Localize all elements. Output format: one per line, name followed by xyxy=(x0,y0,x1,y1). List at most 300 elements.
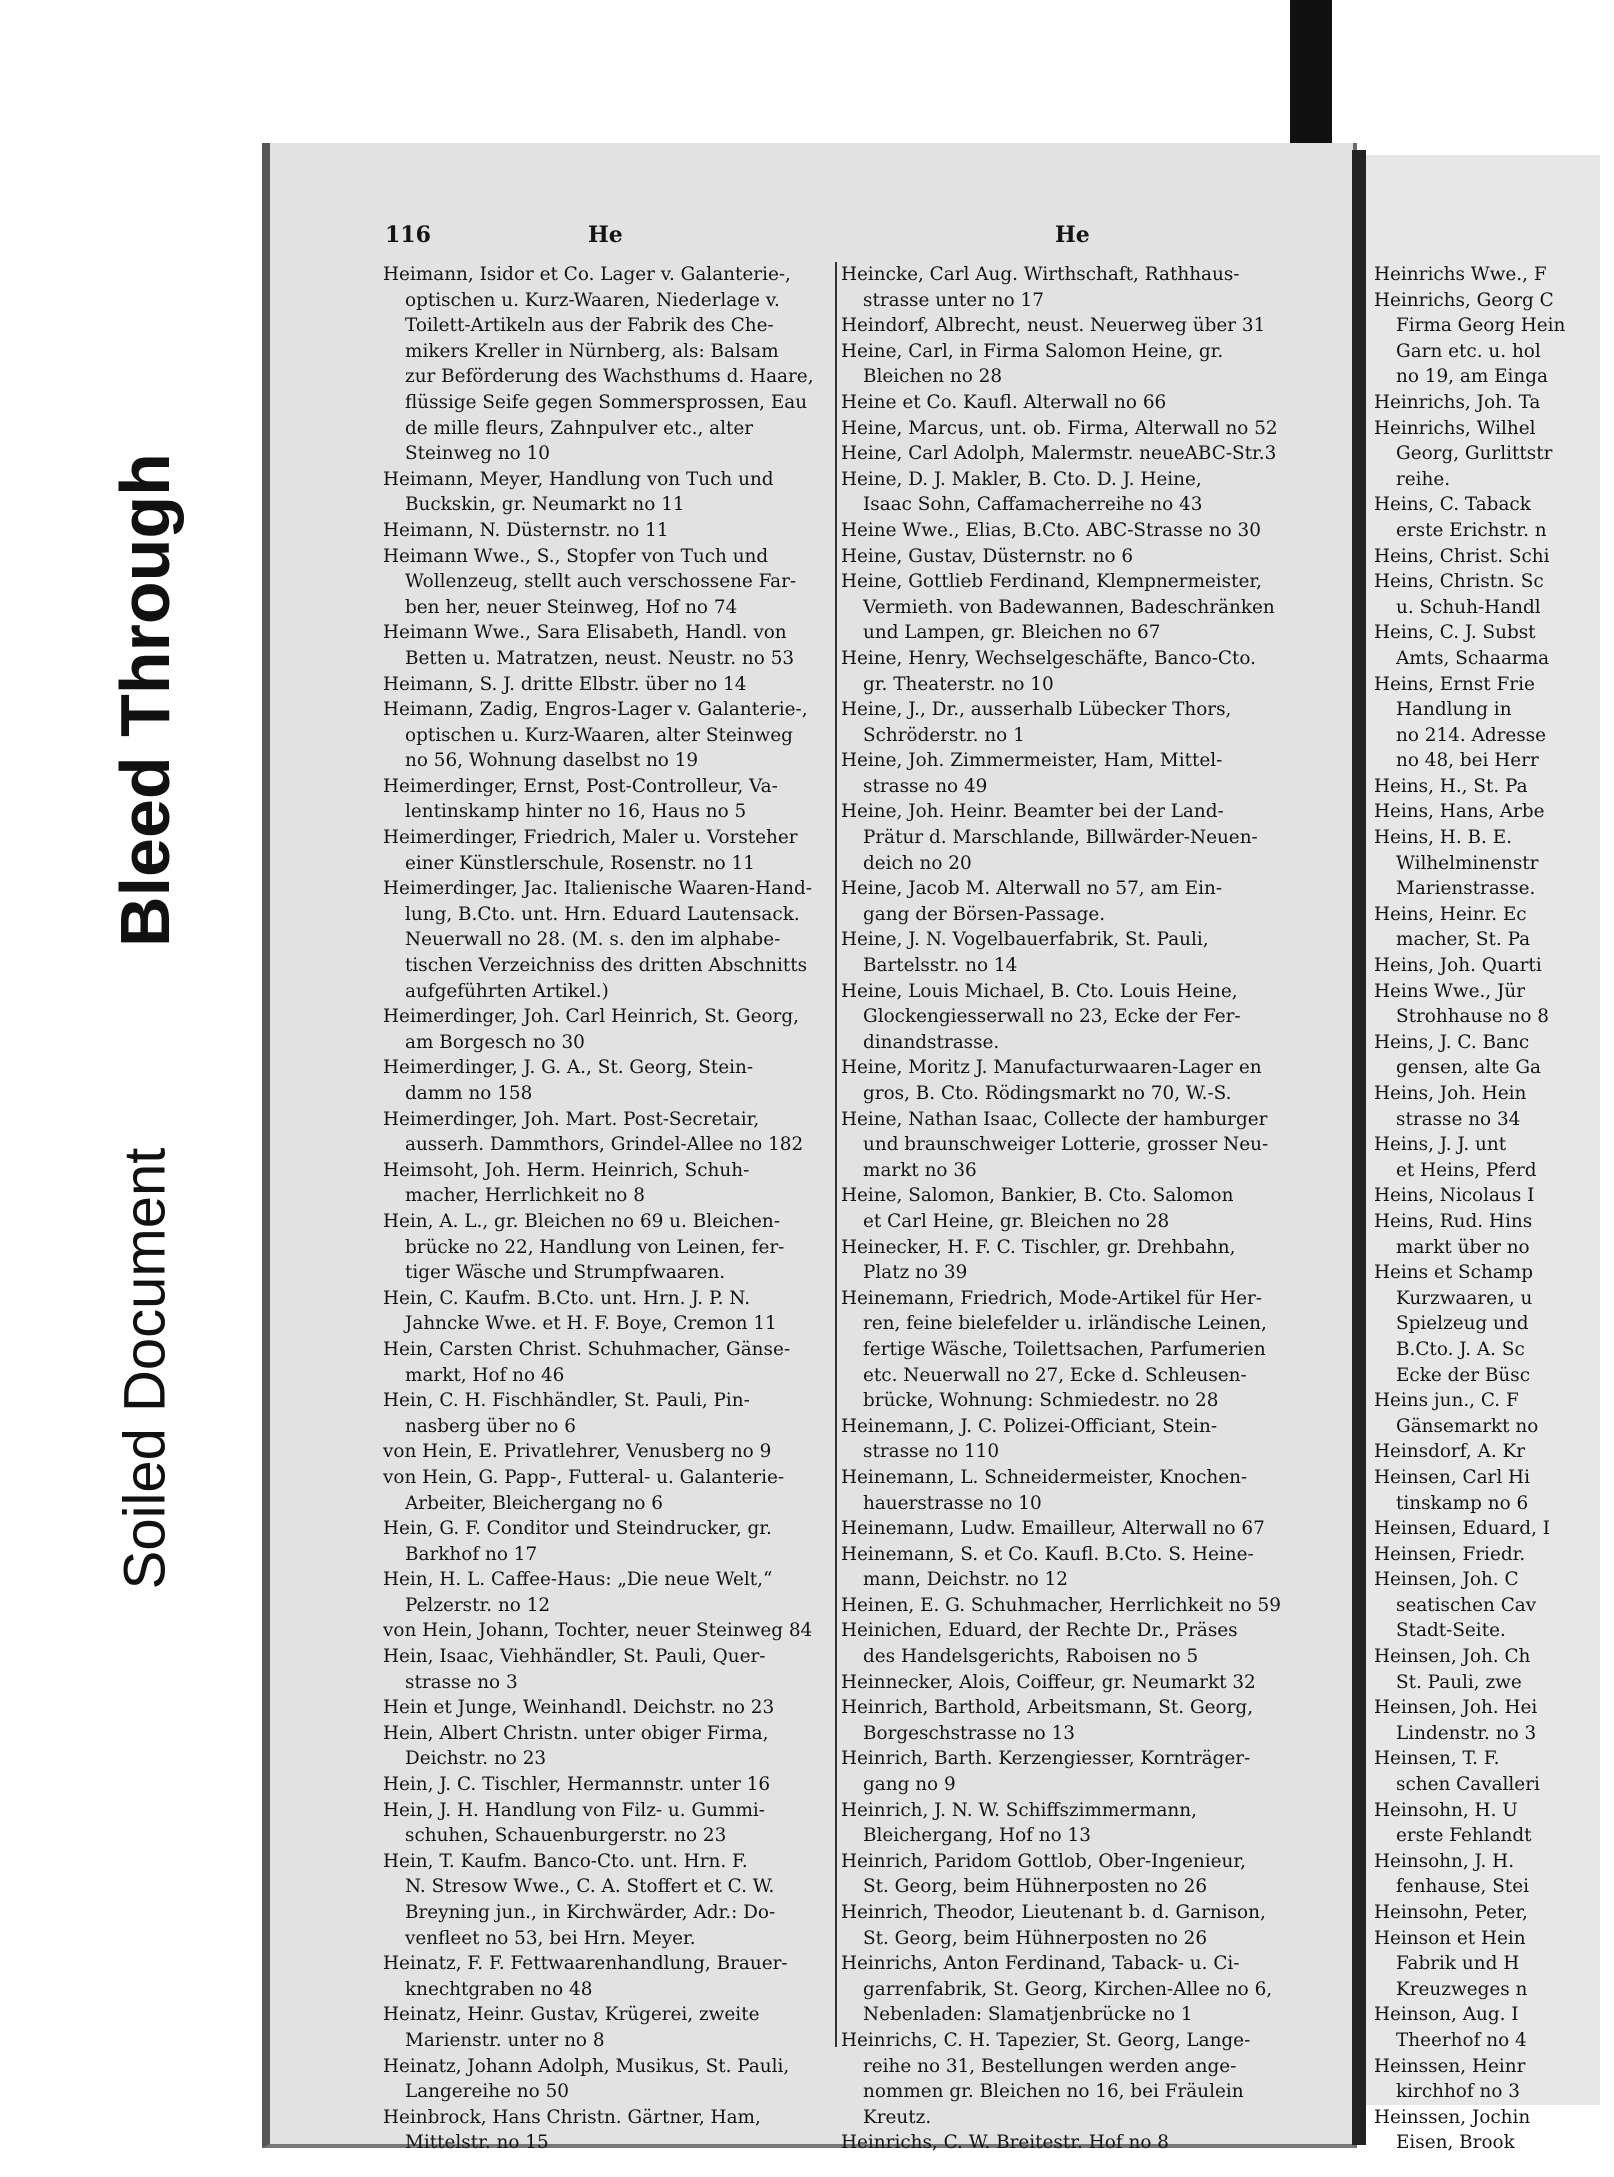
entry-line: markt, Hof no 46 xyxy=(405,1364,565,1386)
entry-line: Neuerwall no 28. (M. s. den im alphabe- xyxy=(405,929,781,951)
entry-line: strasse unter no 17 xyxy=(863,289,1044,311)
entry-line: einer Künstlerschule, Rosenstr. no 11 xyxy=(405,852,755,874)
entry-line: Heimann Wwe., S., Stopfer von Tuch und xyxy=(383,545,769,567)
entry-line: am Borgesch no 30 xyxy=(405,1031,585,1053)
entry-line: Heinrichs, Georg C xyxy=(1374,289,1554,311)
entry-line: no 56, Wohnung daselbst no 19 xyxy=(405,750,699,772)
directory-entry xyxy=(841,544,1297,570)
entry-line: erste Fehlandt xyxy=(1396,1825,1532,1847)
bleed-through-text: Bleed Through xyxy=(106,453,184,947)
entry-line: ren, feine bielefelder u. irländische Leinen, xyxy=(863,1313,1267,1335)
entry-line: Nebenladen: Slamatjenbrücke no 1 xyxy=(863,2004,1193,2026)
entry-line: gros, B. Cto. Rödingsmarkt no 70, W.-S. xyxy=(863,1083,1232,1104)
entry-line: Bartelsstr. no 14 xyxy=(863,955,1018,977)
entry-line: Heinsen, T. F. xyxy=(1374,1748,1500,1770)
entry-line: Heinssen, Heinr xyxy=(1374,2055,1526,2077)
directory-entry xyxy=(841,876,1297,927)
entry-line: Heine, Henry, Wechselgeschäfte, Banco-Cto. xyxy=(841,647,1256,669)
entry-line: Handlung in xyxy=(1396,699,1512,721)
entry-line: Heimann, Meyer, Handlung von Tuch und xyxy=(383,468,774,490)
entry-line: erste Erichstr. n xyxy=(1396,519,1547,541)
entry-line: Hein, Albert Christn. unter obiger Firma, xyxy=(383,1722,769,1744)
entry-line: Theerhof no 4 xyxy=(1396,2029,1527,2051)
directory-entry xyxy=(841,1542,1297,1593)
entry-line: Heins, Hans, Arbe xyxy=(1374,801,1545,823)
page-gutter xyxy=(1352,150,1366,2145)
directory-entry xyxy=(1374,620,1614,671)
entry-line: reihe no 31, Bestellungen werden ange- xyxy=(863,2055,1237,2077)
directory-entry xyxy=(1374,1746,1614,1797)
directory-entry xyxy=(1374,1465,1614,1516)
directory-entry xyxy=(841,646,1297,697)
entry-line: Heinrichs, C. W. Breitestr. Hof no 8 xyxy=(841,2132,1169,2154)
entry-line: Heine, J. N. Vogelbauerfabrik, St. Pauli, xyxy=(841,929,1209,951)
column-left xyxy=(383,262,835,2156)
entry-line: seatischen Cav xyxy=(1396,1594,1537,1616)
entry-line: no 214. Adresse xyxy=(1396,724,1547,746)
directory-entry xyxy=(383,2054,835,2105)
entry-line: Strohhause no 8 xyxy=(1396,1006,1549,1028)
directory-entry xyxy=(1374,1849,1614,1900)
directory-entry xyxy=(383,1209,835,1286)
entry-line: gang no 9 xyxy=(863,1774,956,1796)
entry-line: et Heins, Pferd xyxy=(1396,1159,1537,1181)
entry-line: Heine, Moritz J. Manufacturwaaren-Lager en xyxy=(841,1057,1262,1079)
entry-line: Heine, Joh. Zimmermeister, Ham, Mittel- xyxy=(841,750,1223,772)
entry-line: fertige Wäsche, Toilettsachen, Parfumerien xyxy=(863,1338,1266,1360)
entry-line: Heinrich, Paridom Gottlob, Ober-Ingenieur, xyxy=(841,1850,1247,1872)
directory-entry xyxy=(383,825,835,876)
bleed-through-label xyxy=(70,395,220,1005)
entry-line: Heins Wwe., Jür xyxy=(1374,980,1526,1002)
next-page-edge xyxy=(1366,155,1600,2154)
entry-line: Marienstrasse. xyxy=(1396,878,1536,900)
directory-entry xyxy=(1374,799,1614,825)
directory-entry xyxy=(383,1004,835,1055)
entry-line: zur Beförderung des Wachsthums d. Haare, xyxy=(405,366,814,388)
directory-entry xyxy=(841,927,1297,978)
entry-line: lung, B.Cto. unt. Hrn. Eduard Lautensack. xyxy=(405,903,800,925)
entry-line: Breyning jun., in Kirchwärder, Adr.: Do- xyxy=(405,1902,776,1923)
entry-line: Wilhelminenstr xyxy=(1396,852,1539,874)
directory-entry xyxy=(841,262,1297,313)
entry-line: Heinichen, Eduard, der Rechte Dr., Präses xyxy=(841,1620,1238,1642)
entry-line: ben her, neuer Steinweg, Hof no 74 xyxy=(405,596,738,618)
directory-entry xyxy=(1374,569,1614,620)
entry-line: gr. Theaterstr. no 10 xyxy=(863,673,1054,695)
directory-entry xyxy=(1374,1926,1614,2003)
directory-entry xyxy=(1374,416,1614,493)
directory-entry xyxy=(841,799,1297,876)
entry-line: Heine, J., Dr., ausserhalb Lübecker Thors, xyxy=(841,699,1232,721)
entry-line: Hein, G. F. Conditor und Steindrucker, gr. xyxy=(383,1518,772,1540)
directory-entry xyxy=(383,1388,835,1439)
entry-line: Heinrichs, Joh. Ta xyxy=(1374,391,1541,413)
directory-entry xyxy=(841,1593,1297,1619)
entry-line: Heins, Nicolaus I xyxy=(1374,1185,1535,1207)
directory-entry xyxy=(383,1567,835,1618)
entry-line: Deichstr. no 23 xyxy=(405,1748,547,1770)
entry-line: St. Georg, beim Hühnerposten no 26 xyxy=(863,1927,1208,1949)
directory-entry xyxy=(383,2105,835,2156)
entry-line: Spielzeug und xyxy=(1396,1313,1529,1335)
directory-entry xyxy=(841,2028,1297,2130)
directory-entry xyxy=(1374,1798,1614,1849)
entry-line: Heine, Salomon, Bankier, B. Cto. Salomon xyxy=(841,1185,1234,1207)
entry-line: Heins, H., St. Pa xyxy=(1374,775,1528,797)
entry-line: hauerstrasse no 10 xyxy=(863,1492,1042,1514)
directory-entry xyxy=(1374,262,1614,288)
entry-line: lentinskamp hinter no 16, Haus no 5 xyxy=(405,801,747,823)
directory-entry xyxy=(1374,672,1614,774)
directory-entry xyxy=(1374,2002,1614,2053)
entry-line: schen Cavalleri xyxy=(1396,1774,1540,1796)
directory-entry xyxy=(1374,2105,1614,2156)
directory-entry xyxy=(383,1644,835,1695)
entry-line: von Hein, G. Papp-, Futteral- u. Galanterie- xyxy=(383,1466,785,1488)
entry-line: Jahncke Wwe. et H. F. Boye, Cremon 11 xyxy=(405,1313,777,1335)
entry-line: markt no 36 xyxy=(863,1159,977,1181)
entry-line: Firma Georg Hein xyxy=(1396,315,1566,337)
entry-line: Heine, Marcus, unt. ob. Firma, Alterwall no 52 xyxy=(841,417,1278,439)
entry-line: Heinemann, J. C. Polizei-Officiant, Stein- xyxy=(841,1415,1218,1437)
entry-line: nasberg über no 6 xyxy=(405,1415,576,1437)
directory-entry xyxy=(841,697,1297,748)
entry-line: Heinrich, Theodor, Lieutenant b. d. Garnison, xyxy=(841,1902,1266,1923)
directory-entry xyxy=(383,544,835,621)
directory-entry xyxy=(841,569,1297,646)
entry-line: markt über no xyxy=(1396,1236,1530,1258)
directory-entry xyxy=(841,313,1297,339)
entry-line: von Hein, E. Privatlehrer, Venusberg no 9 xyxy=(383,1441,772,1463)
entry-line: Heinemann, Friedrich, Mode-Artikel für Her- xyxy=(841,1287,1263,1309)
entry-line: Heine, Carl Adolph, Malermstr. neueABC-Str.3 xyxy=(841,443,1277,465)
directory-entry xyxy=(383,1951,835,2002)
entry-line: Stadt-Seite. xyxy=(1396,1620,1506,1642)
entry-line: Heimerdinger, Ernst, Post-Controlleur, Va- xyxy=(383,775,778,797)
directory-entry xyxy=(1374,774,1614,800)
column-middle xyxy=(841,262,1297,2156)
entry-line: Heins, Heinr. Ec xyxy=(1374,903,1527,925)
entry-line: Betten u. Matratzen, neust. Neustr. no 53 xyxy=(405,647,795,669)
directory-entry xyxy=(1374,2054,1614,2105)
entry-line: Hein, Carsten Christ. Schuhmacher, Gänse- xyxy=(383,1338,791,1360)
entry-line: Hein, T. Kaufm. Banco-Cto. unt. Hrn. F. xyxy=(383,1850,748,1872)
entry-line: Marienstr. unter no 8 xyxy=(405,2029,605,2051)
entry-line: Heins, Ernst Frie xyxy=(1374,673,1535,695)
entry-line: kirchhof no 3 xyxy=(1396,2081,1520,2103)
directory-entry xyxy=(1374,1542,1614,1568)
entry-line: Heinrich, Barth. Kerzengiesser, Kornträger- xyxy=(841,1748,1251,1770)
directory-entry xyxy=(1374,1183,1614,1209)
entry-line: Heins, Rud. Hins xyxy=(1374,1210,1533,1232)
entry-line: Heinsohn, J. H. xyxy=(1374,1850,1515,1872)
directory-entry xyxy=(841,1465,1297,1516)
entry-line: Schröderstr. no 1 xyxy=(863,724,1025,746)
entry-line: Isaac Sohn, Caffamacherreihe no 43 xyxy=(863,494,1203,516)
entry-line: et Carl Heine, gr. Bleichen no 28 xyxy=(863,1210,1170,1232)
entry-line: Hein, C. H. Fischhändler, St. Pauli, Pin- xyxy=(383,1390,750,1412)
entry-line: no 19, am Einga xyxy=(1396,366,1548,388)
entry-line: Kurzwaaren, u xyxy=(1396,1287,1533,1309)
entry-line: Heins, Christn. Sc xyxy=(1374,571,1544,593)
entry-line: Heimerdinger, Jac. Italienische Waaren-Hand- xyxy=(383,878,812,900)
directory-entry xyxy=(383,1618,835,1644)
entry-line: u. Schuh-Handl xyxy=(1396,596,1541,618)
directory-entry xyxy=(841,390,1297,416)
directory-entry xyxy=(383,697,835,774)
entry-line: ausserh. Dammthors, Grindel-Allee no 182 xyxy=(405,1134,804,1156)
directory-entry xyxy=(841,1900,1297,1951)
directory-entry xyxy=(383,1158,835,1209)
directory-entry xyxy=(383,1286,835,1337)
entry-line: Heinemann, L. Schneidermeister, Knochen- xyxy=(841,1466,1248,1488)
directory-entry xyxy=(383,672,835,698)
entry-line: Heine Wwe., Elias, B.Cto. ABC-Strasse no 30 xyxy=(841,519,1261,541)
directory-entry xyxy=(841,1107,1297,1184)
running-header-left: He xyxy=(588,222,623,248)
soiled-document-text: Soiled Document xyxy=(112,1147,178,1589)
entry-line: Heimerdinger, Friedrich, Maler u. Vorsteher xyxy=(383,827,798,849)
entry-line: Steinweg no 10 xyxy=(405,443,551,465)
entry-line: Hein, A. L., gr. Bleichen no 69 u. Bleichen- xyxy=(383,1210,780,1232)
entry-line: Arbeiter, Bleichergang no 6 xyxy=(405,1492,663,1514)
directory-entry xyxy=(841,339,1297,390)
entry-line: Heine, Gottlieb Ferdinand, Klempnermeister, xyxy=(841,571,1262,593)
entry-line: optischen u. Kurz-Waaren, alter Steinweg xyxy=(405,724,793,746)
entry-line: Heinsdorf, A. Kr xyxy=(1374,1441,1526,1463)
directory-entry xyxy=(841,1618,1297,1669)
entry-line: deich no 20 xyxy=(863,852,972,874)
page-number: 116 xyxy=(385,222,431,248)
entry-line: Heinssen, Jochin xyxy=(1374,2106,1531,2128)
entry-line: Heinsen, Carl Hi xyxy=(1374,1466,1530,1488)
entry-line: strasse no 110 xyxy=(863,1441,1000,1463)
entry-line: Heine, Louis Michael, B. Cto. Louis Heine, xyxy=(841,980,1238,1002)
directory-entry xyxy=(1374,902,1614,953)
entry-line: Glockengiesserwall no 23, Ecke der Fer- xyxy=(863,1006,1241,1028)
entry-line: Heinrichs Wwe., F xyxy=(1374,264,1547,285)
entry-line: Heinrichs, Wilhel xyxy=(1374,417,1536,439)
directory-entry xyxy=(1374,492,1614,543)
entry-line: Buckskin, gr. Neumarkt no 11 xyxy=(405,494,685,516)
entry-line: Heinatz, Johann Adolph, Musikus, St. Pauli, xyxy=(383,2055,790,2077)
directory-entry xyxy=(1374,1081,1614,1132)
entry-line: etc. Neuerwall no 27, Ecke d. Schleusen- xyxy=(863,1364,1247,1386)
column-right xyxy=(1374,262,1614,2156)
entry-line: Garn etc. u. hol xyxy=(1396,340,1541,362)
entry-line: Pelzerstr. no 12 xyxy=(405,1594,551,1616)
entry-line: Heindorf, Albrecht, neust. Neuerweg über 31 xyxy=(841,315,1266,337)
directory-entry xyxy=(841,1286,1297,1414)
directory-entry xyxy=(841,1235,1297,1286)
entry-line: Heinsen, Joh. C xyxy=(1374,1569,1519,1591)
directory-entry xyxy=(841,441,1297,467)
entry-line: macher, St. Pa xyxy=(1396,929,1531,951)
entry-line: mikers Kreller in Nürnberg, als: Balsam xyxy=(405,340,779,362)
entry-line: Toilett-Artikeln aus der Fabrik des Che- xyxy=(405,315,774,337)
entry-line: und braunschweiger Lotterie, grosser Neu- xyxy=(863,1134,1269,1156)
entry-line: Heins, C. J. Subst xyxy=(1374,622,1536,644)
entry-line: Heins, C. Taback xyxy=(1374,494,1531,516)
directory-entry xyxy=(841,518,1297,544)
directory-entry xyxy=(383,262,835,467)
entry-line: mann, Deichstr. no 12 xyxy=(863,1569,1068,1591)
entry-line: und Lampen, gr. Bleichen no 67 xyxy=(863,622,1161,644)
entry-line: Hein, H. L. Caffee-Haus: „Die neue Welt,“ xyxy=(383,1569,773,1591)
directory-entry xyxy=(841,1055,1297,1106)
entry-line: knechtgraben no 48 xyxy=(405,1978,593,2000)
directory-entry xyxy=(383,1337,835,1388)
entry-line: Heinsen, Eduard, I xyxy=(1374,1518,1551,1540)
entry-line: Heinson, Aug. I xyxy=(1374,2004,1519,2026)
entry-line: Heinrich, Barthold, Arbeitsmann, St. Georg, xyxy=(841,1697,1254,1719)
entry-line: Heinnecker, Alois, Coiffeur, gr. Neumarkt 32 xyxy=(841,1671,1256,1693)
entry-line: Hein, J. C. Tischler, Hermannstr. unter 16 xyxy=(383,1774,771,1796)
entry-line: Heine, D. J. Makler, B. Cto. D. J. Heine, xyxy=(841,468,1202,490)
entry-line: Gänsemarkt no xyxy=(1396,1415,1539,1437)
directory-entry xyxy=(383,1798,835,1849)
entry-line: Heinrichs, Anton Ferdinand, Taback- u. Ci- xyxy=(841,1953,1240,1975)
entry-line: Heinatz, F. F. Fettwaarenhandlung, Brauer- xyxy=(383,1953,788,1975)
entry-line: flüssige Seife gegen Sommersprossen, Eau xyxy=(405,391,808,413)
entry-line: Heine, Carl, in Firma Salomon Heine, gr. xyxy=(841,340,1224,362)
directory-entry xyxy=(1374,1900,1614,1926)
running-header-right: He xyxy=(1055,222,1090,248)
entry-line: Heinemann, S. et Co. Kaufl. B.Cto. S. Heine- xyxy=(841,1543,1254,1565)
entry-line: Heimann, Isidor et Co. Lager v. Galanterie-, xyxy=(383,264,791,285)
directory-entry xyxy=(383,1516,835,1567)
directory-entry xyxy=(1374,1260,1614,1388)
entry-line: venfleet no 53, bei Hrn. Meyer. xyxy=(405,1927,696,1949)
directory-entry xyxy=(1374,979,1614,1030)
entry-line: no 48, bei Herr xyxy=(1396,750,1539,772)
entry-line: Heins, Joh. Hein xyxy=(1374,1083,1527,1104)
entry-line: Heins, H. B. E. xyxy=(1374,827,1512,849)
entry-line: Heine et Co. Kaufl. Alterwall no 66 xyxy=(841,391,1167,413)
soiled-document-label xyxy=(70,1072,220,1664)
directory-entry xyxy=(1374,1388,1614,1439)
entry-line: Borgeschstrasse no 13 xyxy=(863,1722,1075,1744)
entry-line: Heins, Joh. Quarti xyxy=(1374,955,1542,977)
entry-line: Heincke, Carl Aug. Wirthschaft, Rathhaus- xyxy=(841,264,1240,285)
entry-line: Heinrichs, C. H. Tapezier, St. Georg, Lange- xyxy=(841,2029,1251,2051)
entry-line: garrenfabrik, St. Georg, Kirchen-Allee no 6, xyxy=(863,1978,1273,2000)
directory-entry xyxy=(1374,953,1614,979)
entry-line: optischen u. Kurz-Waaren, Niederlage v. xyxy=(405,289,780,311)
directory-entry xyxy=(1374,1644,1614,1695)
entry-line: Lindenstr. no 3 xyxy=(1396,1722,1537,1744)
entry-line: Hein, J. H. Handlung von Filz- u. Gummi- xyxy=(383,1799,765,1821)
entry-line: Heimann, S. J. dritte Elbstr. über no 14 xyxy=(383,673,747,695)
entry-line: strasse no 3 xyxy=(405,1671,518,1693)
entry-line: Hein, C. Kaufm. B.Cto. unt. Hrn. J. P. N. xyxy=(383,1287,751,1309)
entry-line: Heinrich, J. N. W. Schiffszimmermann, xyxy=(841,1799,1197,1821)
entry-line: dinandstrasse. xyxy=(863,1031,1000,1053)
entry-line: gang der Börsen-Passage. xyxy=(863,903,1106,925)
entry-line: Bleichergang, Hof no 13 xyxy=(863,1825,1091,1847)
entry-line: Heins, J. C. Banc xyxy=(1374,1031,1530,1053)
directory-entry xyxy=(383,1772,835,1798)
directory-entry xyxy=(841,2130,1297,2156)
binding-strip xyxy=(1290,0,1332,148)
entry-line: Heimann, Zadig, Engros-Lager v. Galanterie-, xyxy=(383,699,808,721)
directory-entry xyxy=(841,1695,1297,1746)
entry-line: Langereihe no 50 xyxy=(405,2081,569,2103)
directory-entry xyxy=(1374,825,1614,902)
entry-line: Platz no 39 xyxy=(863,1262,968,1284)
directory-entry xyxy=(383,467,835,518)
directory-entry xyxy=(1374,1209,1614,1260)
directory-entry xyxy=(383,1055,835,1106)
directory-entry xyxy=(841,467,1297,518)
directory-entry xyxy=(383,774,835,825)
entry-line: Wollenzeug, stellt auch verschossene Far- xyxy=(405,571,797,593)
entry-line: Heine, Jacob M. Alterwall no 57, am Ein- xyxy=(841,878,1223,900)
entry-line: Bleichen no 28 xyxy=(863,366,1003,388)
entry-line: Heimerdinger, Joh. Mart. Post-Secretair, xyxy=(383,1108,760,1130)
entry-line: gensen, alte Ga xyxy=(1396,1057,1541,1079)
entry-line: Heinecker, H. F. C. Tischler, gr. Drehbahn, xyxy=(841,1236,1236,1258)
entry-line: Heinsen, Joh. Hei xyxy=(1374,1697,1538,1719)
entry-line: strasse no 34 xyxy=(1396,1108,1521,1130)
entry-line: macher, Herrlichkeit no 8 xyxy=(405,1185,645,1207)
directory-entry xyxy=(841,979,1297,1056)
entry-line: brücke no 22, Handlung von Leinen, fer- xyxy=(405,1236,785,1258)
entry-line: Heine, Gustav, Düsternstr. no 6 xyxy=(841,545,1134,567)
entry-line: Vermieth. von Badewannen, Badeschränken xyxy=(863,596,1275,618)
entry-line: damm no 158 xyxy=(405,1083,533,1104)
entry-line: tischen Verzeichniss des dritten Abschnitts xyxy=(405,955,808,977)
directory-entry xyxy=(1374,1132,1614,1183)
entry-line: Heimsoht, Joh. Herm. Heinrich, Schuh- xyxy=(383,1159,750,1181)
directory-entry xyxy=(841,1746,1297,1797)
entry-line: St. Georg, beim Hühnerposten no 26 xyxy=(863,1876,1208,1898)
entry-line: Ecke der Büsc xyxy=(1396,1364,1530,1386)
entry-line: Prätur d. Marschlande, Billwärder-Neuen- xyxy=(863,827,1258,849)
entry-line: Heins jun., C. F xyxy=(1374,1390,1519,1412)
directory-entry xyxy=(1374,1695,1614,1746)
entry-line: Heinsohn, H. U xyxy=(1374,1799,1518,1821)
entry-line: Heinsen, Joh. Ch xyxy=(1374,1646,1531,1668)
entry-line: Heinbrock, Hans Christn. Gärtner, Ham, xyxy=(383,2106,761,2128)
entry-line: Hein, Isaac, Viehhändler, St. Pauli, Quer- xyxy=(383,1646,766,1668)
entry-line: Heinsen, Friedr. xyxy=(1374,1543,1526,1565)
directory-entry xyxy=(841,1849,1297,1900)
entry-line: tiger Wäsche und Strumpfwaaren. xyxy=(405,1262,726,1284)
directory-entry xyxy=(841,1414,1297,1465)
entry-line: von Hein, Johann, Tochter, neuer Steinweg 84 xyxy=(383,1620,813,1642)
entry-line: Heinemann, Ludw. Emailleur, Alterwall no 67 xyxy=(841,1518,1265,1540)
column-divider xyxy=(835,262,837,2047)
directory-entry xyxy=(1374,544,1614,570)
entry-line: Eisen, Brook xyxy=(1396,2132,1515,2154)
entry-line: des Handelsgerichts, Raboisen no 5 xyxy=(863,1646,1199,1668)
directory-entry xyxy=(383,2002,835,2053)
directory-entry xyxy=(1374,1030,1614,1081)
entry-line: B.Cto. J. A. Sc xyxy=(1396,1338,1525,1360)
entry-line: Heinsohn, Peter, xyxy=(1374,1902,1528,1923)
entry-line: Heinatz, Heinr. Gustav, Krügerei, zweite xyxy=(383,2004,760,2026)
directory-entry xyxy=(383,1465,835,1516)
directory-entry xyxy=(841,1183,1297,1234)
entry-line: Heimann, N. Düsternstr. no 11 xyxy=(383,519,669,541)
entry-line: N. Stresow Wwe., C. A. Stoffert et C. W. xyxy=(405,1876,775,1898)
entry-line: Kreuzweges n xyxy=(1396,1978,1528,2000)
directory-entry xyxy=(1374,288,1614,390)
entry-line: Mittelstr. no 15 xyxy=(405,2132,549,2154)
entry-line: Kreutz. xyxy=(863,2106,932,2128)
